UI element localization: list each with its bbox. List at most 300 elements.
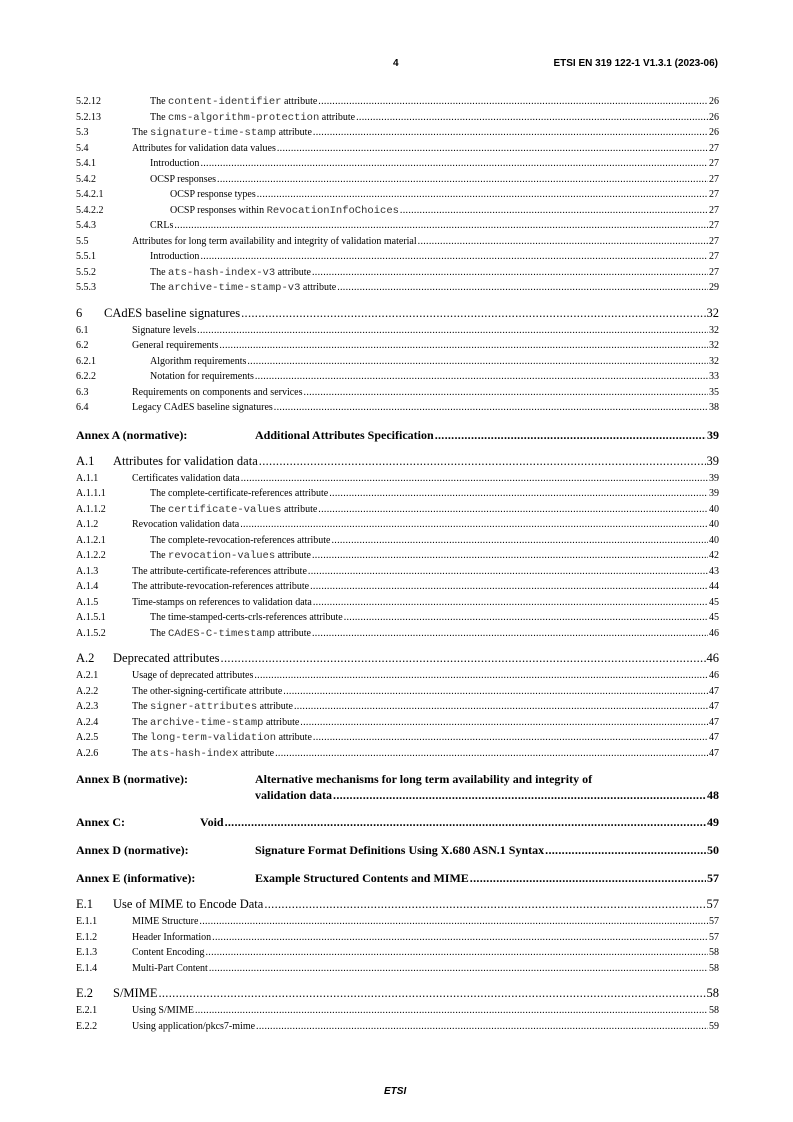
toc-entry[interactable]	[76, 234, 719, 250]
toc-entry[interactable]	[76, 771, 719, 803]
toc-page: 27	[709, 220, 719, 231]
toc-number: Annex E (informative):	[76, 871, 196, 885]
toc-title-text: Content Encoding	[132, 947, 205, 958]
toc-number: A.2.1	[76, 670, 99, 681]
toc-title	[132, 1003, 194, 1019]
toc-number: A.2	[76, 651, 95, 665]
toc-title	[150, 610, 343, 626]
dot-leader	[255, 369, 708, 385]
toc-entry[interactable]	[76, 94, 719, 110]
dot-leader	[217, 172, 708, 188]
dot-leader	[308, 564, 708, 580]
toc-number: A.2.5	[76, 732, 99, 743]
toc-title-text: Algorithm requirements	[150, 355, 247, 367]
toc-title-text: General requirements	[132, 340, 219, 351]
toc-entry[interactable]	[76, 1003, 719, 1019]
dot-leader	[200, 249, 708, 265]
toc-entry[interactable]	[76, 548, 719, 564]
dot-leader	[206, 945, 709, 961]
toc-title-code: signature-time-stamp	[150, 127, 277, 139]
toc-number: A.1.5.1	[76, 612, 106, 623]
toc-entry[interactable]	[76, 813, 719, 831]
toc-page: 46	[709, 670, 719, 681]
dot-leader	[247, 354, 708, 370]
toc-title-text: Deprecated attributes	[113, 651, 220, 665]
toc-page: 39	[709, 472, 719, 484]
dot-leader	[241, 471, 708, 487]
toc-title	[150, 172, 216, 188]
dot-leader	[312, 548, 708, 564]
dot-leader	[294, 699, 708, 715]
toc-page: 57	[707, 871, 719, 885]
toc-title-text: Notation for requirements	[150, 371, 254, 382]
toc-number: 5.4	[76, 142, 89, 154]
toc-number: A.1.3	[76, 565, 99, 577]
toc-page: 47	[709, 732, 719, 743]
dot-leader	[199, 914, 708, 930]
toc-title	[150, 249, 199, 265]
toc-title-text: Additional Attributes Specification	[255, 427, 434, 442]
toc-title	[200, 813, 224, 831]
dot-leader	[221, 649, 706, 668]
toc-entry[interactable]	[76, 517, 719, 533]
toc-number: 5.4.2.1	[76, 189, 104, 200]
toc-entry[interactable]	[76, 471, 719, 487]
dot-leader	[545, 841, 706, 859]
toc-title	[150, 548, 311, 565]
toc-entry[interactable]	[76, 172, 719, 188]
toc-title	[132, 715, 299, 732]
toc-title-code: CAdES-C-timestamp	[168, 627, 276, 640]
document-title: ETSI EN 319 122-1 V1.3.1 (2023-06)	[553, 58, 718, 69]
toc-number: 6.2.1	[76, 355, 96, 367]
toc-title-text: The	[132, 701, 151, 712]
dot-leader	[225, 813, 706, 831]
toc-number: A.1.1	[76, 472, 99, 484]
toc-number: A.2.3	[76, 701, 99, 712]
dot-leader	[264, 895, 705, 914]
dot-leader	[200, 156, 708, 172]
toc-number: 6.3	[76, 386, 89, 398]
toc-title-suffix: attribute	[281, 96, 318, 107]
toc-entry[interactable]	[76, 369, 719, 385]
dot-leader	[312, 626, 708, 642]
toc-entry[interactable]	[76, 338, 719, 354]
toc-entry[interactable]	[76, 746, 719, 762]
toc-title-text: Example Structured Contents and MIME	[255, 871, 469, 885]
toc-entry[interactable]	[76, 533, 719, 549]
dot-leader	[318, 502, 708, 518]
toc-title	[132, 471, 240, 487]
dot-leader	[275, 746, 708, 762]
toc-page: 27	[709, 266, 719, 278]
toc-page: 45	[709, 612, 719, 623]
toc-title-suffix: attribute	[263, 716, 300, 728]
toc-title-code: ats-hash-index	[150, 747, 239, 760]
toc-title-text: CAdES baseline signatures	[104, 305, 241, 320]
toc-title	[255, 426, 434, 444]
toc-page: 47	[709, 685, 719, 697]
toc-entry[interactable]	[76, 895, 719, 914]
toc-title	[132, 125, 312, 142]
toc-entry[interactable]	[76, 961, 719, 977]
page-number: 4	[393, 58, 399, 69]
toc-title-suffix: attribute	[238, 747, 275, 759]
toc-number: 5.5.1	[76, 251, 96, 262]
toc-entry[interactable]	[76, 914, 719, 930]
toc-page: 27	[709, 189, 719, 200]
dot-leader	[197, 323, 708, 339]
toc-page: 58	[706, 986, 719, 1000]
toc-title-text: Using S/MIME	[132, 1005, 194, 1016]
toc-number: E.1	[76, 897, 94, 911]
toc-page: 27	[709, 204, 719, 216]
dot-leader	[400, 203, 708, 219]
toc-title	[104, 304, 240, 323]
toc-page: 40	[709, 519, 719, 530]
toc-title	[132, 684, 282, 700]
toc-title-text: Time-stamps on references to validation data	[132, 596, 312, 608]
toc-title	[150, 280, 336, 297]
toc-entry[interactable]	[76, 156, 719, 172]
toc-title-suffix: attribute	[276, 127, 312, 138]
toc-title-text: Header Information	[132, 931, 212, 943]
dot-leader	[195, 1003, 708, 1019]
toc-page: 49	[707, 815, 719, 829]
toc-entry[interactable]	[76, 354, 719, 370]
toc-page: 27	[709, 142, 719, 154]
toc-title-suffix: attribute	[275, 266, 311, 278]
toc-title-text: The	[132, 716, 151, 728]
toc-title-text: The complete-certificate-references attribute	[150, 488, 329, 499]
toc-title-text: The other-signing-certificate attribute	[132, 685, 283, 697]
toc-title-text: The complete-revocation-references attribute	[150, 534, 331, 546]
toc-title	[150, 218, 173, 234]
toc-entry[interactable]	[76, 502, 719, 518]
toc-page: 48	[707, 788, 719, 802]
toc-title-text: Requirements on components and services	[132, 386, 303, 398]
toc-title-text: The	[132, 127, 151, 138]
toc-entry[interactable]	[76, 649, 719, 668]
toc-title	[170, 203, 399, 220]
toc-title-line2	[76, 787, 719, 803]
toc-title	[150, 486, 328, 502]
toc-page: 27	[709, 173, 719, 185]
toc-title-text: Signature Format Definitions Using X.680 ASN.1 Syntax	[255, 843, 545, 857]
toc-page: 57	[706, 897, 719, 911]
toc-entry[interactable]	[76, 715, 719, 731]
toc-title	[132, 564, 307, 580]
toc-page: 29	[709, 282, 719, 293]
toc-entry[interactable]	[76, 452, 719, 471]
toc-title-suffix: attribute	[276, 732, 312, 743]
toc-number: 6.2.2	[76, 371, 96, 382]
toc-title-code: RevocationInfoChoices	[266, 204, 399, 217]
toc-page: 39	[706, 453, 719, 468]
toc-title	[150, 502, 317, 519]
toc-page: 57	[709, 931, 719, 943]
toc-page: 38	[709, 402, 719, 413]
dot-leader	[277, 141, 708, 157]
footer-etsi: ETSI	[384, 1086, 407, 1097]
toc-title-text: The	[150, 550, 169, 561]
toc-title-code: signer-attributes	[150, 701, 258, 713]
toc-page: 46	[706, 651, 719, 665]
toc-page: 32	[709, 355, 719, 367]
toc-title-text: OCSP responses within	[170, 204, 267, 216]
toc-number: 6.1	[76, 324, 89, 336]
toc-title	[132, 385, 303, 401]
toc-page: 33	[709, 371, 719, 382]
dot-leader	[356, 110, 708, 126]
toc-entry[interactable]	[76, 385, 719, 401]
toc-number: 5.4.2.2	[76, 204, 104, 216]
toc-title	[150, 369, 254, 385]
toc-title	[150, 156, 199, 172]
toc-entry[interactable]	[76, 110, 719, 126]
toc-entry[interactable]	[76, 265, 719, 281]
toc-number: A.1.1.2	[76, 503, 106, 515]
toc-entry[interactable]	[76, 218, 719, 234]
toc-page: 46	[709, 627, 719, 639]
toc-title-code: revocation-values	[168, 550, 276, 562]
dot-leader	[318, 94, 708, 110]
toc-number: 5.2.13	[76, 111, 101, 123]
toc-page: 27	[709, 251, 719, 262]
toc-number: A.2.6	[76, 747, 99, 759]
dot-leader	[212, 930, 708, 946]
toc-entry[interactable]	[76, 945, 719, 961]
toc-entry[interactable]	[76, 595, 719, 611]
toc-number: Annex C:	[76, 815, 126, 829]
toc-title-text: Multi-Part Content	[132, 962, 208, 974]
toc-number: A.1.4	[76, 581, 99, 592]
toc-title-code: archive-time-stamp	[150, 716, 264, 729]
toc-title	[132, 338, 218, 354]
dot-leader	[313, 730, 708, 746]
toc-title-suffix: attribute	[275, 627, 311, 639]
toc-entry[interactable]	[76, 249, 719, 265]
toc-number: E.1.1	[76, 916, 98, 927]
toc-title-text: The	[150, 111, 169, 123]
dot-leader	[435, 426, 706, 444]
dot-leader	[240, 517, 708, 533]
toc-entry[interactable]	[76, 930, 719, 946]
dot-leader	[256, 1019, 708, 1035]
toc-title-text: OCSP response types	[170, 189, 256, 200]
dot-leader	[254, 668, 708, 684]
toc-title	[113, 895, 263, 914]
toc-title-text: The	[150, 96, 169, 107]
toc-title-text: MIME Structure	[132, 916, 199, 927]
toc-title-text: OCSP responses	[150, 173, 217, 185]
dot-leader	[219, 338, 708, 354]
toc-number: A.1.5.2	[76, 627, 106, 639]
toc-entry[interactable]	[76, 668, 719, 684]
toc-title-text: The	[150, 503, 169, 515]
toc-page: 58	[709, 1005, 719, 1016]
toc-number: 5.4.3	[76, 220, 96, 231]
toc-title-line1: Alternative mechanisms for long term availability and integrity of	[255, 772, 593, 786]
toc-title-code: ats-hash-index-v3	[168, 266, 276, 279]
dot-leader	[259, 452, 706, 471]
toc-entry[interactable]	[76, 626, 719, 642]
toc-title-text: The attribute-certificate-references attribute	[132, 565, 307, 577]
dot-leader	[304, 385, 708, 401]
toc-title-text: Using application/pkcs7-mime	[132, 1020, 256, 1032]
toc-page: 26	[709, 96, 719, 107]
toc-title-text: Attributes for validation data	[113, 453, 258, 468]
toc-number: 5.5	[76, 235, 89, 247]
toc-title-text: The	[132, 747, 151, 759]
dot-leader	[331, 533, 708, 549]
toc-entry[interactable]	[76, 141, 719, 157]
toc-title-text: S/MIME	[113, 986, 158, 1000]
toc-title	[150, 265, 311, 282]
toc-title	[113, 649, 220, 668]
toc-entry[interactable]	[76, 304, 719, 323]
toc-title	[132, 746, 274, 763]
toc-entry[interactable]	[76, 841, 719, 859]
toc-number: A.1.2.1	[76, 534, 106, 546]
toc-entry[interactable]	[76, 400, 719, 416]
toc-title-code: cms-algorithm-protection	[168, 111, 320, 124]
toc-page: 59	[709, 1020, 719, 1032]
dot-leader	[344, 610, 708, 626]
toc-number: E.2.2	[76, 1020, 98, 1032]
toc-title-suffix: attribute	[300, 282, 337, 293]
toc-page: 39	[709, 488, 719, 499]
toc-page: 45	[709, 596, 719, 608]
toc-title	[132, 699, 293, 716]
toc-page: 32	[706, 305, 719, 320]
dot-leader	[312, 265, 708, 281]
toc-number: Annex A (normative):	[76, 427, 188, 442]
toc-number: 5.2.12	[76, 96, 101, 107]
toc-number: E.2	[76, 986, 94, 1000]
toc-number: E.1.2	[76, 931, 98, 943]
toc-page: 44	[709, 581, 719, 592]
toc-title-text: Void	[200, 815, 224, 829]
toc-title	[150, 110, 355, 127]
toc-number: 6	[76, 305, 83, 320]
toc-number: A.2.4	[76, 716, 99, 728]
toc-title-text: Signature levels	[132, 324, 197, 336]
toc-entry[interactable]	[76, 280, 719, 296]
toc-title	[150, 626, 311, 643]
dot-leader	[174, 218, 708, 234]
toc-entry[interactable]	[76, 984, 719, 1003]
toc-page: 58	[709, 947, 719, 958]
toc-entry[interactable]	[76, 323, 719, 339]
dot-leader	[470, 869, 706, 887]
toc-entry[interactable]	[76, 426, 719, 444]
toc-title-text: Legacy CAdES baseline signatures	[132, 402, 273, 413]
toc-title-text: The	[150, 627, 169, 639]
toc-title	[132, 579, 309, 595]
toc-title-text: Attributes for validation data values	[132, 142, 276, 154]
toc-number: 5.4.1	[76, 158, 96, 169]
toc-title	[132, 141, 276, 157]
dot-leader	[300, 715, 708, 731]
toc-title	[132, 668, 253, 684]
toc-entry[interactable]	[76, 579, 719, 595]
toc-title-text: Certificates validation data	[132, 472, 240, 484]
toc-entry[interactable]	[76, 610, 719, 626]
toc-page: 39	[707, 427, 719, 442]
toc-title	[132, 730, 312, 747]
toc-entry[interactable]	[76, 203, 719, 219]
toc-page: 32	[709, 324, 719, 336]
toc-title	[132, 961, 208, 977]
toc-number: 6.4	[76, 402, 89, 413]
toc-entry[interactable]	[76, 564, 719, 580]
toc-title	[113, 452, 258, 471]
dot-leader	[209, 961, 708, 977]
toc-title-text: Usage of deprecated attributes	[132, 670, 254, 681]
toc-entry[interactable]	[76, 486, 719, 502]
toc-title-text: Attributes for long term availability and integrity of validation material	[132, 235, 417, 247]
toc-title	[255, 841, 544, 859]
toc-number: A.1.1.1	[76, 488, 106, 499]
dot-leader	[418, 234, 708, 250]
toc-entry[interactable]	[76, 699, 719, 715]
toc-title-text: The	[150, 282, 169, 293]
toc-title-text: Introduction	[150, 158, 200, 169]
toc-page: 57	[709, 916, 719, 927]
dot-leader	[257, 187, 708, 203]
toc-page: 35	[709, 386, 719, 398]
toc-number: 5.5.2	[76, 266, 96, 278]
toc-title-suffix: attribute	[319, 111, 356, 123]
toc-title	[132, 914, 198, 930]
toc-number: 5.4.2	[76, 173, 96, 185]
toc-number: 5.3	[76, 127, 89, 138]
toc-title-text: The attribute-revocation-references attribute	[132, 581, 310, 592]
toc-entry[interactable]	[76, 187, 719, 203]
toc-title	[132, 595, 312, 611]
toc-title-text: The time-stamped-certs-crls-references attribute	[150, 612, 343, 623]
dot-leader	[283, 684, 708, 700]
toc-number: A.1.5	[76, 596, 99, 608]
toc-title	[132, 323, 196, 339]
toc-title-suffix: attribute	[281, 503, 318, 515]
toc-number: A.2.2	[76, 685, 99, 697]
toc-title-suffix: attribute	[257, 701, 293, 712]
dot-leader	[310, 579, 708, 595]
dot-leader	[274, 400, 708, 416]
toc-entry[interactable]	[76, 125, 719, 141]
toc-title	[170, 187, 256, 203]
toc-entry[interactable]	[76, 1019, 719, 1035]
toc-title-suffix: attribute	[275, 550, 311, 561]
toc-entry[interactable]	[76, 684, 719, 700]
table-of-contents	[76, 94, 719, 1034]
toc-title-text: Revocation validation data	[132, 519, 240, 530]
toc-entry[interactable]	[76, 869, 719, 887]
toc-title	[132, 234, 417, 250]
toc-title-text: CRLs	[150, 220, 174, 231]
toc-title	[150, 354, 246, 370]
toc-page: 26	[709, 127, 719, 138]
toc-entry[interactable]	[76, 730, 719, 746]
toc-title-code: archive-time-stamp-v3	[168, 282, 301, 294]
toc-page: 58	[709, 962, 719, 974]
toc-number: A.1	[76, 453, 95, 468]
dot-leader	[333, 787, 706, 803]
toc-title	[150, 94, 317, 111]
toc-title	[113, 984, 157, 1003]
